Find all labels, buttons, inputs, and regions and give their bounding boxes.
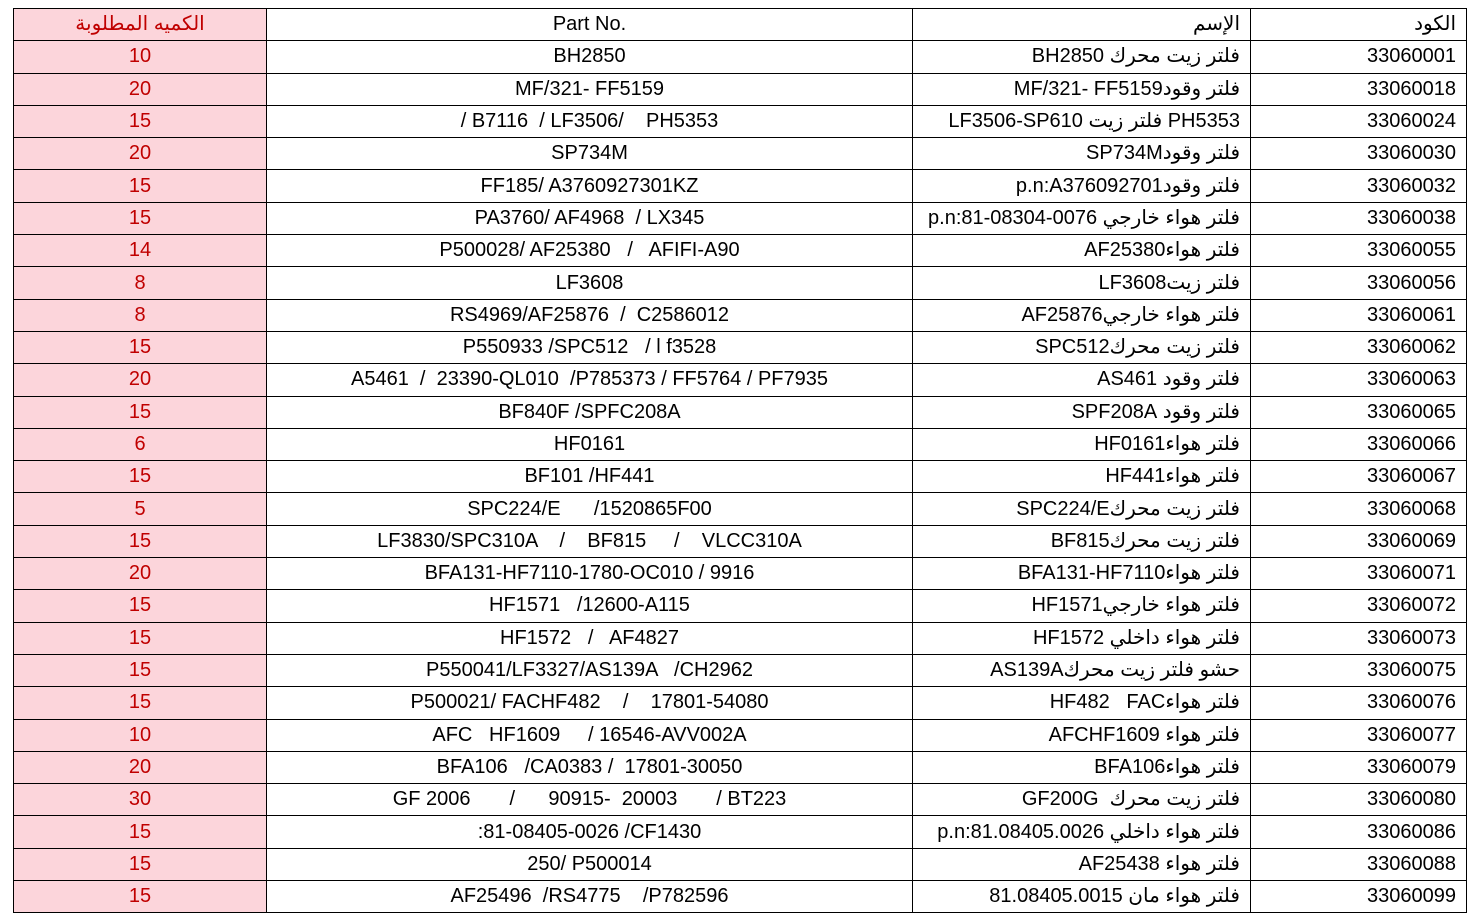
code-cell[interactable]: 33060066	[1251, 428, 1467, 460]
parts-table	[13, 8, 1467, 913]
part-no-cell[interactable]: BF840F /SPFC208A	[267, 396, 913, 428]
code-cell[interactable]: 33060077	[1251, 719, 1467, 751]
table-row	[14, 461, 1467, 493]
part-no-cell[interactable]: BFA131-HF7110-1780-OC010 / 9916	[267, 558, 913, 590]
qty-cell[interactable]: 15	[14, 590, 267, 622]
part-no-cell[interactable]: BF101 /HF441	[267, 461, 913, 493]
qty-cell[interactable]: 5	[14, 493, 267, 525]
name-cell[interactable]: فلتر هواء خارجي p.n:81-08304-0076	[913, 202, 1251, 234]
name-cell[interactable]: فلتر زيت محركSPC224/E	[913, 493, 1251, 525]
qty-cell[interactable]: 15	[14, 816, 267, 848]
qty-cell[interactable]: 30	[14, 784, 267, 816]
code-cell[interactable]: 33060088	[1251, 848, 1467, 880]
name-cell[interactable]: فلتر زيتLF3608	[913, 267, 1251, 299]
part-no-cell[interactable]: LF3608	[267, 267, 913, 299]
table-row	[14, 202, 1467, 234]
part-no-cell[interactable]: HF1572 / AF4827	[267, 622, 913, 654]
header-qty[interactable]: الكميه المطلوبة	[14, 9, 267, 41]
code-cell[interactable]: 33060030	[1251, 138, 1467, 170]
header-part-no[interactable]: Part No.	[267, 9, 913, 41]
code-cell[interactable]: 33060075	[1251, 654, 1467, 686]
spreadsheet	[13, 8, 1466, 913]
part-no-cell[interactable]: MF/321- FF5159	[267, 73, 913, 105]
qty-cell[interactable]: 15	[14, 461, 267, 493]
part-no-cell[interactable]: PA3760/ AF4968 / LX345	[267, 202, 913, 234]
qty-cell[interactable]: 14	[14, 235, 267, 267]
name-cell[interactable]: فلتر وقودp.n:A376092701	[913, 170, 1251, 202]
part-no-cell[interactable]: SP734M	[267, 138, 913, 170]
name-cell[interactable]: فلتر هواءHF441	[913, 461, 1251, 493]
name-cell[interactable]: فلتر هواء مان 81.08405.0015	[913, 881, 1251, 913]
part-no-cell[interactable]: FF185/ A3760927301KZ	[267, 170, 913, 202]
part-no-cell[interactable]: SPC224/E /1520865F00	[267, 493, 913, 525]
table-row	[14, 235, 1467, 267]
qty-cell[interactable]: 15	[14, 687, 267, 719]
table-row	[14, 364, 1467, 396]
name-cell[interactable]: فلتر هواءAF25380	[913, 235, 1251, 267]
header-code[interactable]: الكود	[1251, 9, 1467, 41]
table-row	[14, 525, 1467, 557]
part-no-cell[interactable]: GF 2006 / 90915- 20003 / BT223	[267, 784, 913, 816]
name-cell[interactable]: فلتر وقودSP734M	[913, 138, 1251, 170]
table-row	[14, 267, 1467, 299]
table-row	[14, 848, 1467, 880]
table-row	[14, 428, 1467, 460]
qty-cell[interactable]: 8	[14, 299, 267, 331]
qty-cell[interactable]: 20	[14, 364, 267, 396]
table-row	[14, 622, 1467, 654]
part-no-cell[interactable]: BH2850	[267, 41, 913, 73]
part-no-cell[interactable]: HF0161	[267, 428, 913, 460]
qty-cell[interactable]: 10	[14, 719, 267, 751]
part-no-cell[interactable]: RS4969/AF25876 / C2586012	[267, 299, 913, 331]
qty-cell[interactable]: 15	[14, 331, 267, 363]
name-cell[interactable]: فلتر هواء خارجيHF1571	[913, 590, 1251, 622]
part-no-cell[interactable]: HF1571 /12600-A115	[267, 590, 913, 622]
header-row	[14, 9, 1467, 41]
qty-cell[interactable]: 20	[14, 73, 267, 105]
code-cell[interactable]: 33060086	[1251, 816, 1467, 848]
part-no-cell[interactable]: P550933 /SPC512 / l f3528	[267, 331, 913, 363]
table-row	[14, 784, 1467, 816]
code-cell[interactable]: 33060080	[1251, 784, 1467, 816]
table-row	[14, 751, 1467, 783]
qty-cell[interactable]: 15	[14, 622, 267, 654]
part-no-cell[interactable]: P550041/LF3327/AS139A /CH2962	[267, 654, 913, 686]
qty-cell[interactable]: 15	[14, 202, 267, 234]
part-no-cell[interactable]: P500021/ FACHF482 / 17801-54080	[267, 687, 913, 719]
name-cell[interactable]: فلتر زيت محرك BH2850	[913, 41, 1251, 73]
part-no-cell[interactable]: A5461 / 23390-QL010 /P785373 / FF5764 / PF7935	[267, 364, 913, 396]
name-cell[interactable]: فلتر هواء داخلي HF1572	[913, 622, 1251, 654]
qty-cell[interactable]: 15	[14, 396, 267, 428]
name-cell[interactable]: فلتر هواء خارجيAF25876	[913, 299, 1251, 331]
table-row	[14, 170, 1467, 202]
name-cell[interactable]: فلتر زيت محرك GF200G	[913, 784, 1251, 816]
qty-cell[interactable]: 20	[14, 558, 267, 590]
qty-cell[interactable]: 6	[14, 428, 267, 460]
name-cell[interactable]: فلتر هواء AF25438	[913, 848, 1251, 880]
name-cell[interactable]: فلتر وقود AS461	[913, 364, 1251, 396]
part-no-cell[interactable]: AFC HF1609 / 16546-AVV002A	[267, 719, 913, 751]
code-cell[interactable]: 33060072	[1251, 590, 1467, 622]
name-cell[interactable]: PH5353 فلتر زيت LF3506-SP610	[913, 105, 1251, 137]
code-cell[interactable]: 33060067	[1251, 461, 1467, 493]
table-row	[14, 299, 1467, 331]
code-cell[interactable]: 33060038	[1251, 202, 1467, 234]
code-cell[interactable]: 33060062	[1251, 331, 1467, 363]
part-no-cell[interactable]: P500028/ AF25380 / AFIFI-A90	[267, 235, 913, 267]
qty-cell[interactable]: 15	[14, 848, 267, 880]
name-cell[interactable]: فلتر وقود SPF208A	[913, 396, 1251, 428]
qty-cell[interactable]: 15	[14, 525, 267, 557]
table-row	[14, 590, 1467, 622]
qty-cell[interactable]: 15	[14, 105, 267, 137]
code-cell[interactable]: 33060065	[1251, 396, 1467, 428]
part-no-cell[interactable]: 250/ P500014	[267, 848, 913, 880]
qty-cell[interactable]: 8	[14, 267, 267, 299]
code-cell[interactable]: 33060061	[1251, 299, 1467, 331]
part-no-cell[interactable]: / B7116 / LF3506/ PH5353	[267, 105, 913, 137]
qty-cell[interactable]: 10	[14, 41, 267, 73]
code-cell[interactable]: 33060099	[1251, 881, 1467, 913]
code-cell[interactable]: 33060018	[1251, 73, 1467, 105]
table-row	[14, 881, 1467, 913]
name-cell[interactable]: فلتر هواءBFA106	[913, 751, 1251, 783]
table-row	[14, 396, 1467, 428]
name-cell[interactable]: فلتر هواءHF0161	[913, 428, 1251, 460]
qty-cell[interactable]: 15	[14, 881, 267, 913]
name-cell[interactable]: حشو فلتر زيت محركAS139A	[913, 654, 1251, 686]
code-cell[interactable]: 33060073	[1251, 622, 1467, 654]
code-cell[interactable]: 33060069	[1251, 525, 1467, 557]
table-row	[14, 105, 1467, 137]
code-cell[interactable]: 33060076	[1251, 687, 1467, 719]
table-row	[14, 687, 1467, 719]
name-cell[interactable]: فلتر هواء داخلي p.n:81.08405.0026	[913, 816, 1251, 848]
qty-cell[interactable]: 20	[14, 138, 267, 170]
qty-cell[interactable]: 15	[14, 170, 267, 202]
part-no-cell[interactable]: BFA106 /CA0383 / 17801-30050	[267, 751, 913, 783]
table-row	[14, 719, 1467, 751]
code-cell[interactable]: 33060032	[1251, 170, 1467, 202]
code-cell[interactable]: 33060068	[1251, 493, 1467, 525]
name-cell[interactable]: فلتر زيت محركBF815	[913, 525, 1251, 557]
qty-cell[interactable]: 20	[14, 751, 267, 783]
code-cell[interactable]: 33060063	[1251, 364, 1467, 396]
table-row	[14, 41, 1467, 73]
code-cell[interactable]: 33060056	[1251, 267, 1467, 299]
part-no-cell[interactable]: LF3830/SPC310A / BF815 / VLCC310A	[267, 525, 913, 557]
table-row	[14, 73, 1467, 105]
name-cell[interactable]: فلتر وقودMF/321- FF5159	[913, 73, 1251, 105]
table-row	[14, 493, 1467, 525]
code-cell[interactable]: 33060001	[1251, 41, 1467, 73]
header-name[interactable]: الإسم	[913, 9, 1251, 41]
code-cell[interactable]: 33060024	[1251, 105, 1467, 137]
table-row	[14, 816, 1467, 848]
code-cell[interactable]: 33060071	[1251, 558, 1467, 590]
code-cell[interactable]: 33060055	[1251, 235, 1467, 267]
qty-cell[interactable]: 15	[14, 654, 267, 686]
part-no-cell[interactable]: :81-08405-0026 /CF1430	[267, 816, 913, 848]
table-row	[14, 331, 1467, 363]
table-row	[14, 654, 1467, 686]
code-cell[interactable]: 33060079	[1251, 751, 1467, 783]
name-cell[interactable]: فلتر هواءBFA131-HF7110	[913, 558, 1251, 590]
name-cell[interactable]: فلتر زيت محركSPC512	[913, 331, 1251, 363]
part-no-cell[interactable]: AF25496 /RS4775 /P782596	[267, 881, 913, 913]
table-row	[14, 138, 1467, 170]
table-row	[14, 558, 1467, 590]
name-cell[interactable]: فلتر هواء AFCHF1609	[913, 719, 1251, 751]
name-cell[interactable]: فلتر هواءHF482 FAC	[913, 687, 1251, 719]
